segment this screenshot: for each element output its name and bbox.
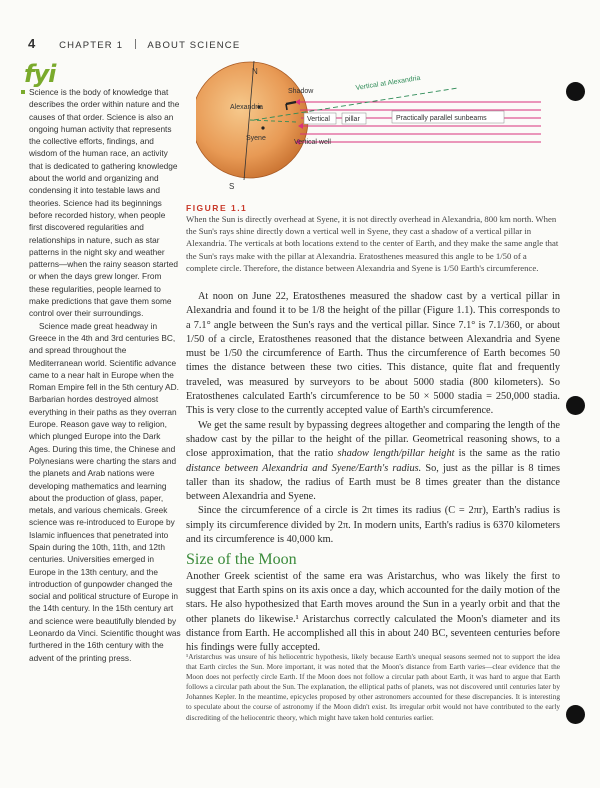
body-paragraph: Since the circumference of a circle is 2π times its radius (C = 2πr), Earth's radius is simply its circumference divided by 2π. In modern units, Earth's radius is 6370 kilometers and its circumference is 40,000 km.	[186, 505, 560, 546]
square-bullet-icon	[21, 90, 25, 94]
header-divider	[135, 39, 136, 49]
syene-marker	[261, 126, 264, 129]
alexandria-label: Alexandria	[230, 104, 264, 111]
eratosthenes-figure	[196, 58, 550, 198]
figure-caption: When the Sun is directly overhead at Syene, it is not directly overhead in Alexandria, 800 km north. When the Sun's rays shine directly down a vertical well in Syene, they cast a shadow of a vertical pillar in Alexandria. The verticals at both locations extend to the center of Earth, and they make the same angle that the Sun's rays make with the pillar at Alexandria. Eratosthenes measured this angle to be 1/50 of a complete circle. Therefore, the distance between Alexandria and Syene is 1/50 Earth's circumference.	[186, 214, 559, 273]
body-paragraph: We get the same result by bypassing degrees altogether and comparing the length of the shadow cast by the pillar to the height of the pillar. Geometrical reasoning shows, to a close approximation, that the ratio shadow length/pillar height is the same as the ratio distance between Alexandria and Syene/Earth's radius. So, just as the pillar is 8 times taller than its shadow, the radius of Earth must be 8 times greater than the distance between Alexandria and Syene.	[186, 419, 561, 503]
body-paragraph: At noon on June 22, Eratosthenes measured the shadow cast by a vertical pillar in Alexandria and found it to be 1/8 the height of the pillar (Figure 1.1). This corresponds to a 7.1° angle between the Sun's rays and the vertical pillar. Since 7.1° is 7.1/360, or about 1/50 of a circle, Eratosthenes reasoned that the distance between Alexandria and Syene must be 1/50 the circumference of Earth. Thus the circumference of Earth becomes 50 times the distance between these two cities. This distance, quite flat and frequently traveled, was measured by surveyors to be about 5000 stadia (800 kilometers). So Eratosthenes calculated Earth's circumference to be 50 × 5000 stadia = 250,000 stadia. This is very close to the currently accepted value of Earth's circumference.	[186, 291, 560, 417]
shadow-label: Shadow	[288, 88, 314, 95]
sidebar-paragraph: Science is the body of knowledge that describes the order within nature and the causes of that order. Science is also an ongoing human activity that represents the collective efforts, findings, and wisdom of the human race, an activity that is dedicated to gathering knowledge about the world and organizing and condensing it into testable laws and theories. Science had its beginnings before recorded history, when people first discovered regularities and relationships in nature, such as star patterns in the night sky and weather patterns—when the rainy season started or when the days grew longer. From these regularities, people learned to make predictions that gave them some control over their surroundings.	[29, 86, 181, 320]
page-number: 4	[28, 36, 36, 51]
pillar-label: pillar	[345, 116, 360, 123]
body-paragraph: Another Greek scientist of the same era was Aristarchus, who was likely the first to suggest that Earth spins on its axis once a day, which accounted for the daily motion of the stars. He also hypothesized that Earth moves around the Sun in a yearly orbit and that the other planets do likewise.¹ Aristarchus correctly calculated the Moon's diameter and its distance from Earth. He accomplished all this in about 240 BC, seventeen centuries before his findings were fully accepted.	[186, 570, 560, 654]
main-text	[186, 290, 560, 655]
syene-label: Syene	[246, 135, 266, 142]
chapter-number: CHAPTER 1	[59, 40, 124, 51]
vertical-at-alexandria-label: Vertical at Alexandria	[355, 74, 421, 92]
binder-hole-bottom	[566, 705, 585, 724]
vertical-label: Vertical	[307, 116, 330, 123]
sidebar-paragraph: Science made great headway in Greece in the 4th and 3rd centuries BC, and spread throughout the Mediterranean world. Scientific advance came to a near halt in Europe when the Roman Empire fell in the 5th century AD. Barbarian hordes destroyed almost everything in their paths as they overran Europe. Reason gave way to religion, which plunged Europe into the Dark Ages. During this time, the Chinese and Polynesians were charting the stars and the planets and Arab nations were developing mathematics and learning about the production of glass, paper, metals, and various chemicals. Greek science was re-introduced to Europe by Islamic influences that penetrated into Spain during the 10th, 11th, and 12th centuries. Universities emerged in Europe in the 13th century, and the introduction of gunpowder changed the social and political structure of Europe in the 14th century. In the 15th century art and science were beautifully blended by Leonardo da Vinci. Scientific thought was furthered in the 16th century with the advent of the printing press.	[29, 320, 181, 663]
footnote: ¹Aristarchus was unsure of his heliocentric hypothesis, likely because Earth's unequal seasons seemed not to support the idea that Earth circles the Sun. More important, it was noted that the Moon's distance from Earth varies—clear evidence that the Moon does not perfectly circle Earth. If the Moon does not follow a circular path about Earth, it was hard to argue that Earth follows a circular path about the Sun. The explanation, the elliptical paths of planets, was not discovered until centuries later by Johannes Kepler. In the meantime, epicycles proposed by other astronomers accounted for these discrepancies. It is interesting to speculate about the course of astronomy if the Moon didn't exist. Its irregular orbit would not have contributed to the early discrediting of the heliocentric theory, which might have taken hold centuries earlier.	[186, 652, 560, 722]
fyi-sidebar	[29, 86, 181, 664]
north-label: N	[252, 67, 258, 76]
running-header	[28, 36, 240, 51]
binder-hole-middle	[566, 396, 585, 415]
section-heading: Size of the Moon	[186, 551, 297, 569]
vertical-well-label: Vertical well	[294, 139, 331, 146]
south-label: S	[229, 182, 235, 191]
fyi-logo: fyi	[24, 60, 56, 88]
binder-hole-top	[566, 82, 585, 101]
chapter-title: ABOUT SCIENCE	[147, 40, 241, 51]
shadow	[286, 104, 287, 110]
figure-title: FIGURE 1.1	[186, 203, 248, 213]
sunbeams-label: Practically parallel sunbeams	[396, 115, 487, 122]
